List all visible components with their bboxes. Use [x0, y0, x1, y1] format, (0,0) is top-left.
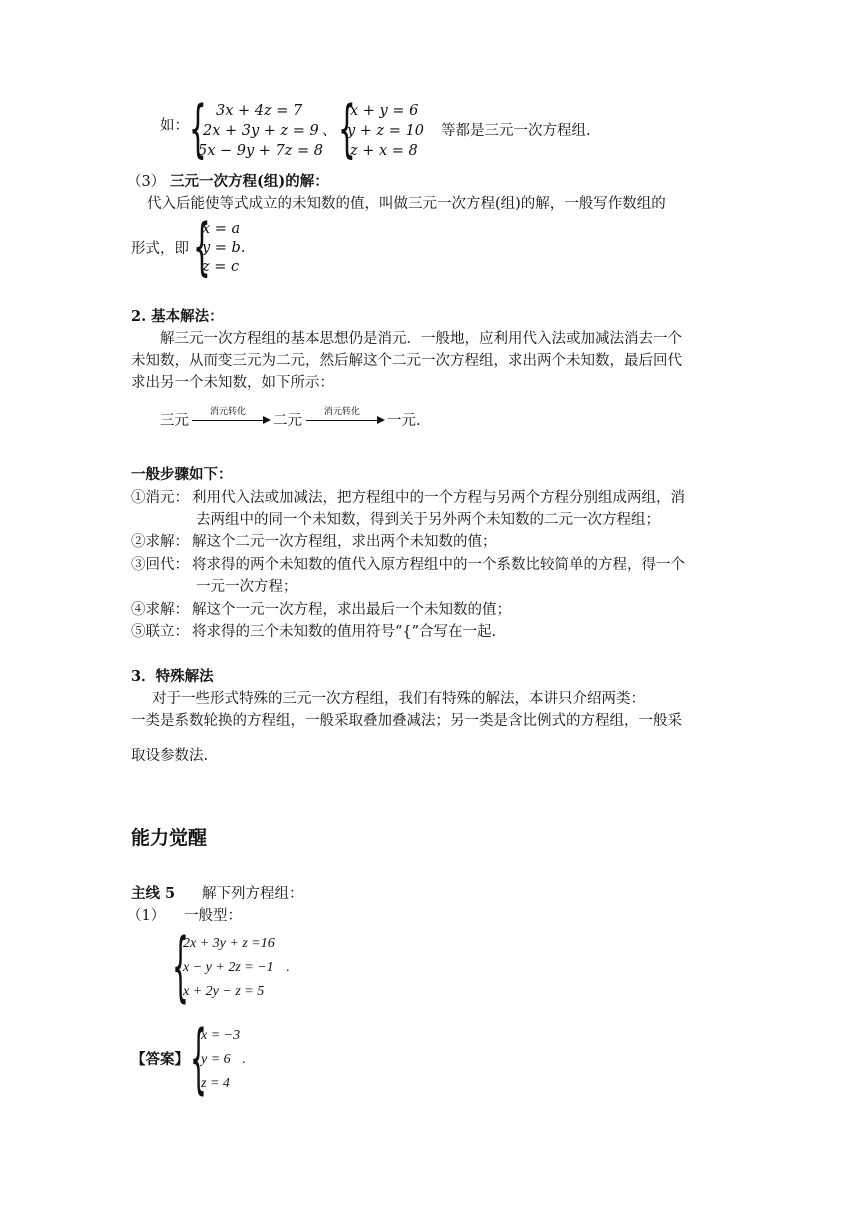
flow-arrow-label: 消元转化: [324, 407, 361, 417]
left-brace-icon: {: [189, 92, 207, 165]
step-label: ④求解：: [131, 602, 189, 618]
flow-node-two: 二元: [273, 413, 302, 429]
section-heading: 三元一次方程(组)的解：: [170, 173, 329, 190]
left-brace-icon: {: [338, 92, 356, 165]
system-period: .: [286, 960, 290, 975]
item-text: 一般型：: [184, 908, 242, 924]
step-label: ①消元：: [131, 490, 189, 506]
paragraph-line: 一类是系数轮换的方程组，一般采取叠加叠减法；另一类是含比例式的方程组，一般采: [131, 713, 682, 729]
step-text: 将求得的三个未知数的值用符号“{”合写在一起.: [192, 624, 497, 640]
equation: 𝑧 = 𝑐: [202, 259, 240, 275]
step-text: 去两组中的同一个未知数，得到关于另外两个未知数的二元一次方程组；: [196, 512, 660, 528]
equation: 3𝑥 + 4𝑧 = 7: [216, 103, 303, 119]
example-suffix: 等都是三元一次方程组.: [441, 123, 591, 139]
step-text: 解这个一元一次方程，求出最后一个未知数的值；: [192, 602, 511, 618]
equation: 5𝑥 − 9𝑦 + 7𝑧 = 8: [198, 143, 324, 159]
equation: 2𝑥 + 3𝑦 + 𝑧 = 9: [203, 123, 319, 139]
flow-node-three: 三元: [160, 413, 189, 429]
arrow-line: [192, 420, 263, 421]
left-brace-icon: {: [193, 210, 211, 283]
paragraph-line: 取设参数法.: [131, 748, 209, 764]
paragraph-line: 代入后能使等式成立的未知数的值，叫做三元一次方程(组)的解，一般写作数组的: [147, 196, 666, 212]
example-separator: 、: [322, 123, 337, 139]
item-number: （1）: [127, 908, 166, 924]
equation: 𝑥 = 𝑎: [202, 221, 241, 237]
equation: x = −3: [201, 1028, 241, 1043]
arrow-right-icon: [377, 416, 385, 424]
section-heading: 2. 基本解法：: [131, 308, 224, 325]
step-text: 将求得的两个未知数的值代入原方程组中的一个系数比较简单的方程，得一个: [192, 557, 685, 573]
equation: 𝑦 = 𝑏.: [202, 240, 246, 256]
system-period: .: [242, 1052, 246, 1067]
equation: x + 2y − z = 5: [183, 984, 265, 999]
arrow-right-icon: [263, 416, 271, 424]
step-text: 解这个二元一次方程组，求出两个未知数的值；: [192, 534, 497, 550]
section-heading: 一般步骤如下：: [131, 466, 233, 483]
equation: y = 6: [201, 1052, 231, 1067]
step-text: 一元一次方程；: [196, 579, 298, 595]
left-brace-icon: {: [190, 1013, 207, 1102]
flow-node-one: 一元.: [387, 413, 421, 429]
paragraph-line: 解三元一次方程组的基本思想仍是消元．一般地，应利用代入法或加减法消去一个: [160, 331, 682, 347]
section-number: （3）: [127, 174, 166, 190]
arrow-line: [306, 420, 377, 421]
page-title: 能力觉醒: [131, 827, 208, 849]
equation: x − y + 2z = −1: [183, 960, 274, 975]
step-label: ⑤联立：: [131, 624, 189, 640]
paragraph-line: 对于一些形式特殊的三元一次方程组，我们有特殊的解法，本讲只介绍两类：: [152, 691, 645, 707]
mainline-text: 解下列方程组：: [202, 886, 304, 902]
equation: 𝑧 + 𝑥 = 8: [350, 143, 418, 159]
answer-label: 【答案】: [131, 1051, 189, 1068]
equation: 𝑥 + 𝑦 = 6: [350, 103, 419, 119]
paragraph-line: 未知数，从而变三元为二元，然后解这个二元一次方程组，求出两个未知数，最后回代: [131, 353, 682, 369]
mainline-label: 主线 5: [131, 885, 176, 902]
equation: 2x + 3y + z =16: [183, 936, 275, 951]
equation: 𝑦 + 𝑧 = 10: [347, 123, 425, 139]
left-brace-icon: {: [172, 921, 189, 1010]
equation: z = 4: [201, 1076, 230, 1091]
flow-arrow-label: 消元转化: [210, 407, 247, 417]
paragraph-line: 形式，即: [131, 241, 189, 257]
example-prefix: 如：: [160, 118, 189, 134]
step-label: ②求解：: [131, 534, 189, 550]
paragraph-line: 求出另一个未知数，如下所示：: [131, 375, 334, 391]
section-heading: 3．特殊解法: [131, 668, 214, 685]
step-text: 利用代入法或加减法，把方程组中的一个方程与另两个方程分别组成两组，消: [192, 490, 685, 506]
step-label: ③回代：: [131, 557, 189, 573]
